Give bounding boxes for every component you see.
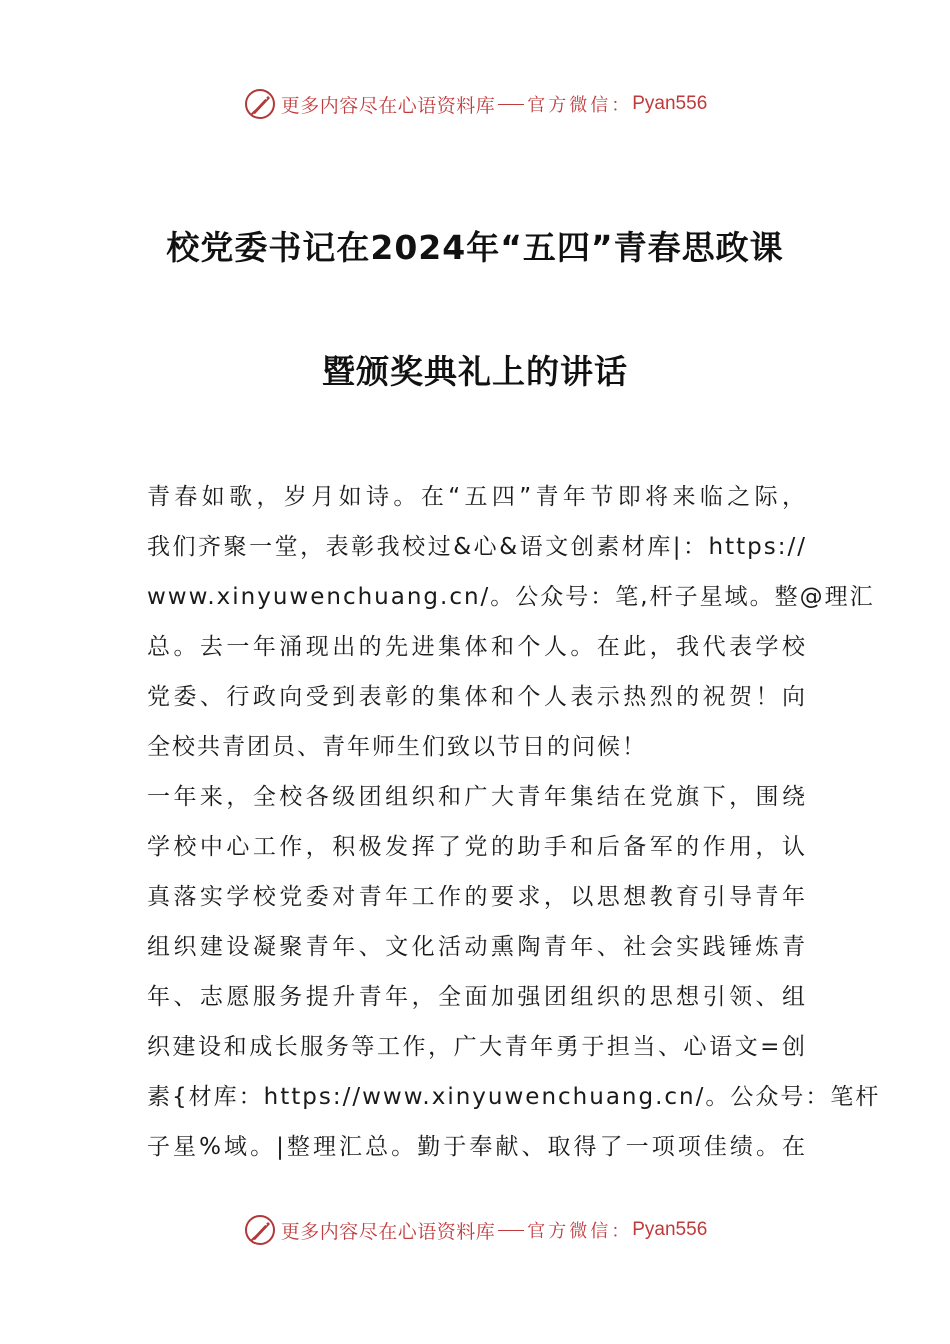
banner-text: 更多内容尽在心语资料库 [280,1220,496,1243]
banner-sub: 官方微信： [527,1221,633,1242]
banner-wechat-id: Pyan556 [632,1219,708,1240]
header-banner [0,82,950,126]
body-line: 素{材库：https://www.xinyuwenchuang.cn/。公众号：笔杆 [147,1084,881,1110]
body-line: 党委、行政向受到表彰的集体和个人表示热烈的祝贺！向 [147,684,807,710]
body-line: 年、志愿服务提升青年，全面加强团组织的思想引领、组 [147,984,807,1010]
body-line: 一年来，全校各级团组织和广大青年集结在党旗下，围绕 [147,784,807,810]
body-line: 青春如歌，岁月如诗。在“五四”青年节即将来临之际， [147,484,807,510]
banner-sub: 官方微信： [527,95,633,116]
body-line: 织建设和成长服务等工作，广大青年勇于担当、心语文=创 [147,1034,807,1060]
body-line: 总。去一年涌现出的先进集体和个人。在此，我代表学校 [147,634,807,660]
body-line: 组织建设凝聚青年、文化活动熏陶青年、社会实践锤炼青 [147,934,807,960]
footer-banner [0,1208,950,1252]
doc-title-line2: 暨颁奖典礼上的讲话 [322,352,628,391]
doc-body [147,472,881,1172]
quill-logo-icon [243,1213,277,1247]
body-line: 全校共青团员、青年师生们致以节日的问候！ [147,734,647,760]
body-line: 学校中心工作，积极发挥了党的助手和后备军的作用，认 [147,834,807,860]
banner-text: 更多内容尽在心语资料库 [280,94,496,117]
doc-title-line1: 校党委书记在2024年“五四”青春思政课 [166,228,784,267]
body-line: www.xinyuwenchuang.cn/。公众号：笔,杆子星域。整@理汇 [147,584,875,610]
banner-dash [498,1230,524,1231]
banner-wechat-id: Pyan556 [632,93,708,114]
quill-logo-icon [243,87,277,121]
banner-dash [498,104,524,105]
body-line: 真落实学校党委对青年工作的要求，以思想教育引导青年 [147,884,807,910]
body-line: 子星%域。|整理汇总。勤于奉献、取得了一项项佳绩。在 [147,1134,807,1160]
body-line: 我们齐聚一堂，表彰我校过&心&语文创素材库|：https:// [147,534,807,560]
